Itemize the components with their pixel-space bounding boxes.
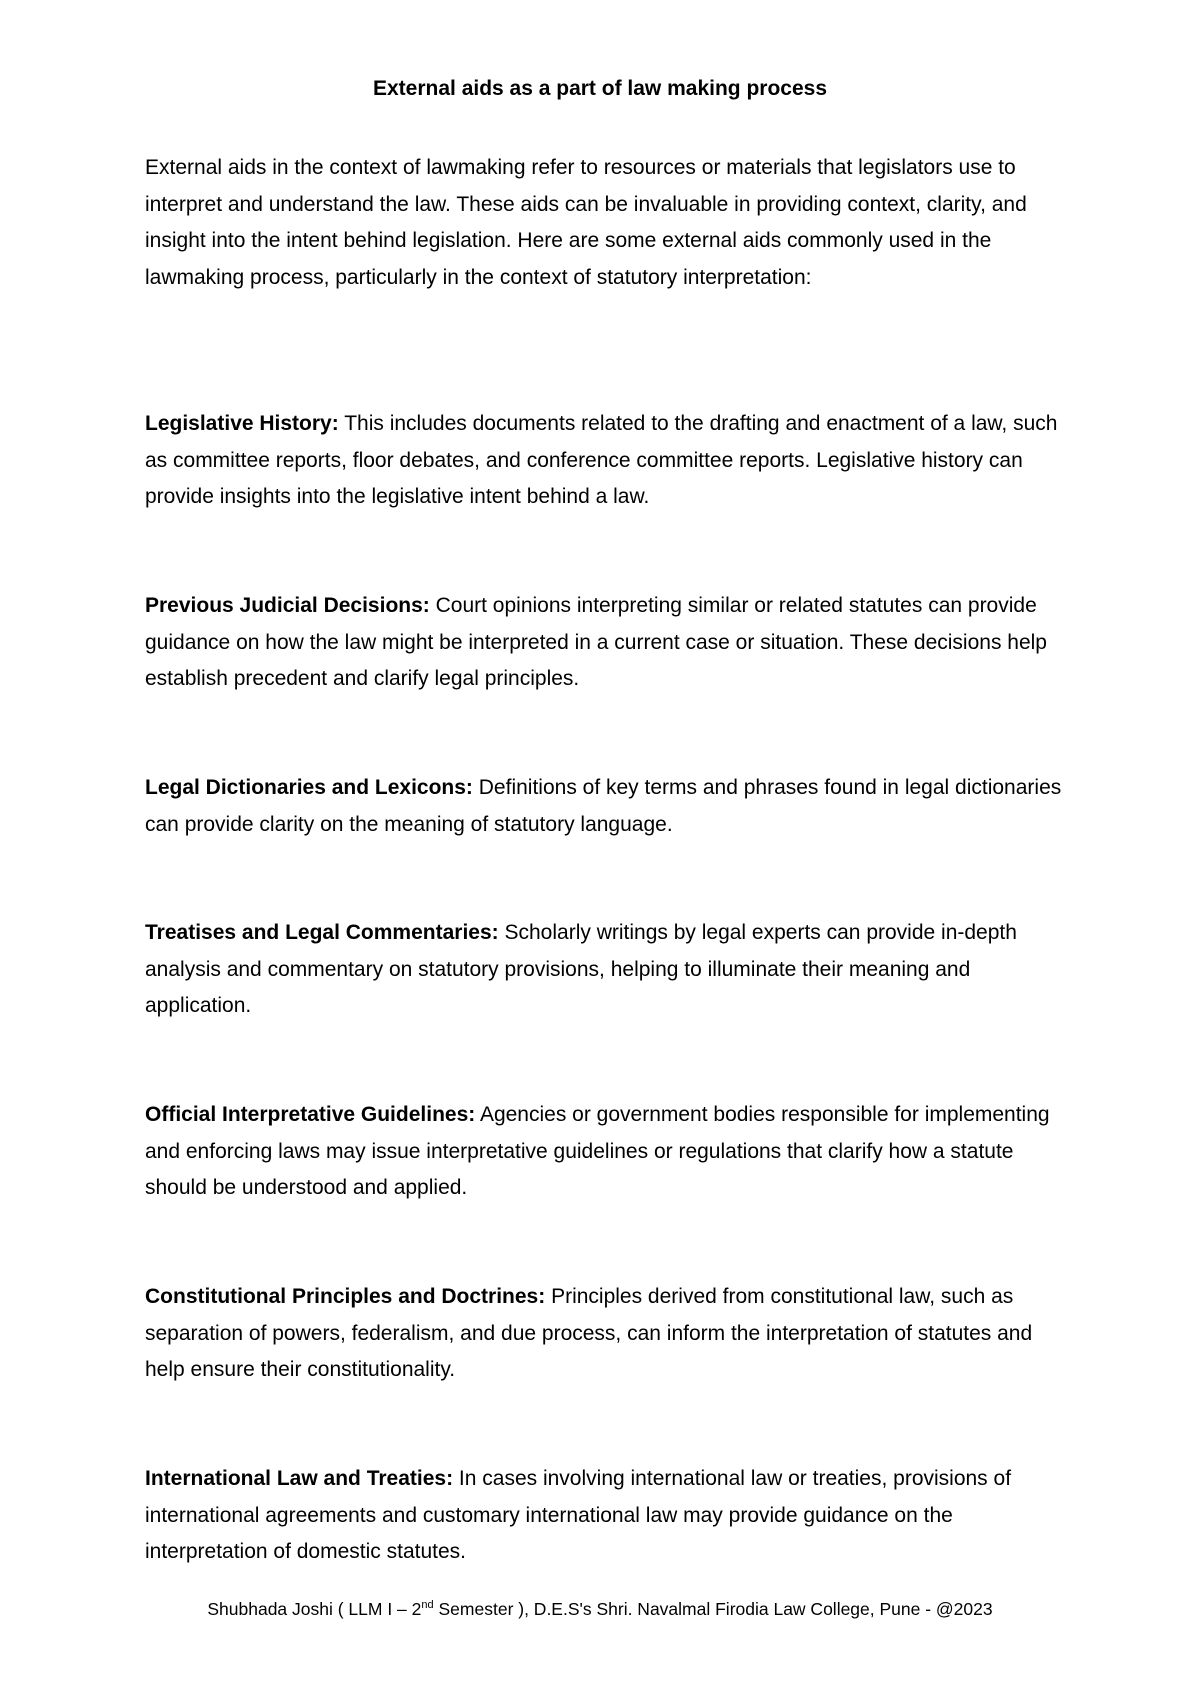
footer-text-after: Semester ), D.E.S's Shri. Navalmal Firodia Law College, Pune - @2023 xyxy=(433,1599,993,1619)
section-term: Previous Judicial Decisions: xyxy=(145,594,430,617)
section-constitutional-principles xyxy=(145,1279,1075,1389)
section-previous-judicial-decisions xyxy=(145,588,1075,698)
section-text: Court opinions interpreting similar or related statutes can provide guidance on how the law might be interpreted in a current case or situation. These decisions help establish precedent and clarify legal principles. xyxy=(145,594,1047,690)
section-text: In cases involving international law or treaties, provisions of international agreements and customary international law may provide guidance on the interpretation of domestic statutes. xyxy=(145,1467,1012,1563)
footer-superscript: nd xyxy=(421,1599,434,1612)
section-term: Legal Dictionaries and Lexicons: xyxy=(145,776,473,799)
section-term: Constitutional Principles and Doctrines: xyxy=(145,1285,546,1308)
section-term: International Law and Treaties: xyxy=(145,1467,454,1490)
document-title: External aids as a part of law making process xyxy=(372,77,827,100)
section-official-guidelines xyxy=(145,1097,1075,1207)
section-term: Official Interpretative Guidelines: xyxy=(145,1103,476,1126)
section-text: Principles derived from constitutional law, such as separation of powers, federalism, and due process, can inform the interpretation of statutes and help ensure their constitutionality. xyxy=(145,1285,1033,1381)
section-legal-dictionaries xyxy=(145,770,1075,843)
section-term: Treatises and Legal Commentaries: xyxy=(145,921,499,944)
section-text: Agencies or government bodies responsible for implementing and enforcing laws may issue interpretative guidelines or regulations that clarify how a statute should be understood and applied. xyxy=(145,1103,1050,1199)
section-treatises xyxy=(145,915,1075,1025)
section-text: Scholarly writings by legal experts can provide in-depth analysis and commentary on statutory provisions, helping to illuminate their meaning and application. xyxy=(145,921,1017,1017)
section-international-law xyxy=(145,1461,1075,1571)
section-term: Legislative History: xyxy=(145,412,339,435)
section-text: This includes documents related to the drafting and enactment of a law, such as committee reports, floor debates, and conference committee reports. Legislative history can provide insights into the legislative intent behind a law. xyxy=(145,412,1058,508)
intro-paragraph: External aids in the context of lawmaking refer to resources or materials that legislators use to interpret and understand the law. These aids can be invaluable in providing context, clarity, and insight into the intent behind legislation. Here are some external aids commonly used in the lawmaking process, particularly in the context of statutory interpretation: xyxy=(145,156,1027,289)
section-text: Definitions of key terms and phrases found in legal dictionaries can provide clarity on the meaning of statutory language. xyxy=(145,776,1062,836)
footer-text-before: Shubhada Joshi ( LLM I – 2 xyxy=(207,1599,422,1619)
page-footer xyxy=(0,1597,1200,1621)
section-legislative-history xyxy=(145,406,1075,516)
